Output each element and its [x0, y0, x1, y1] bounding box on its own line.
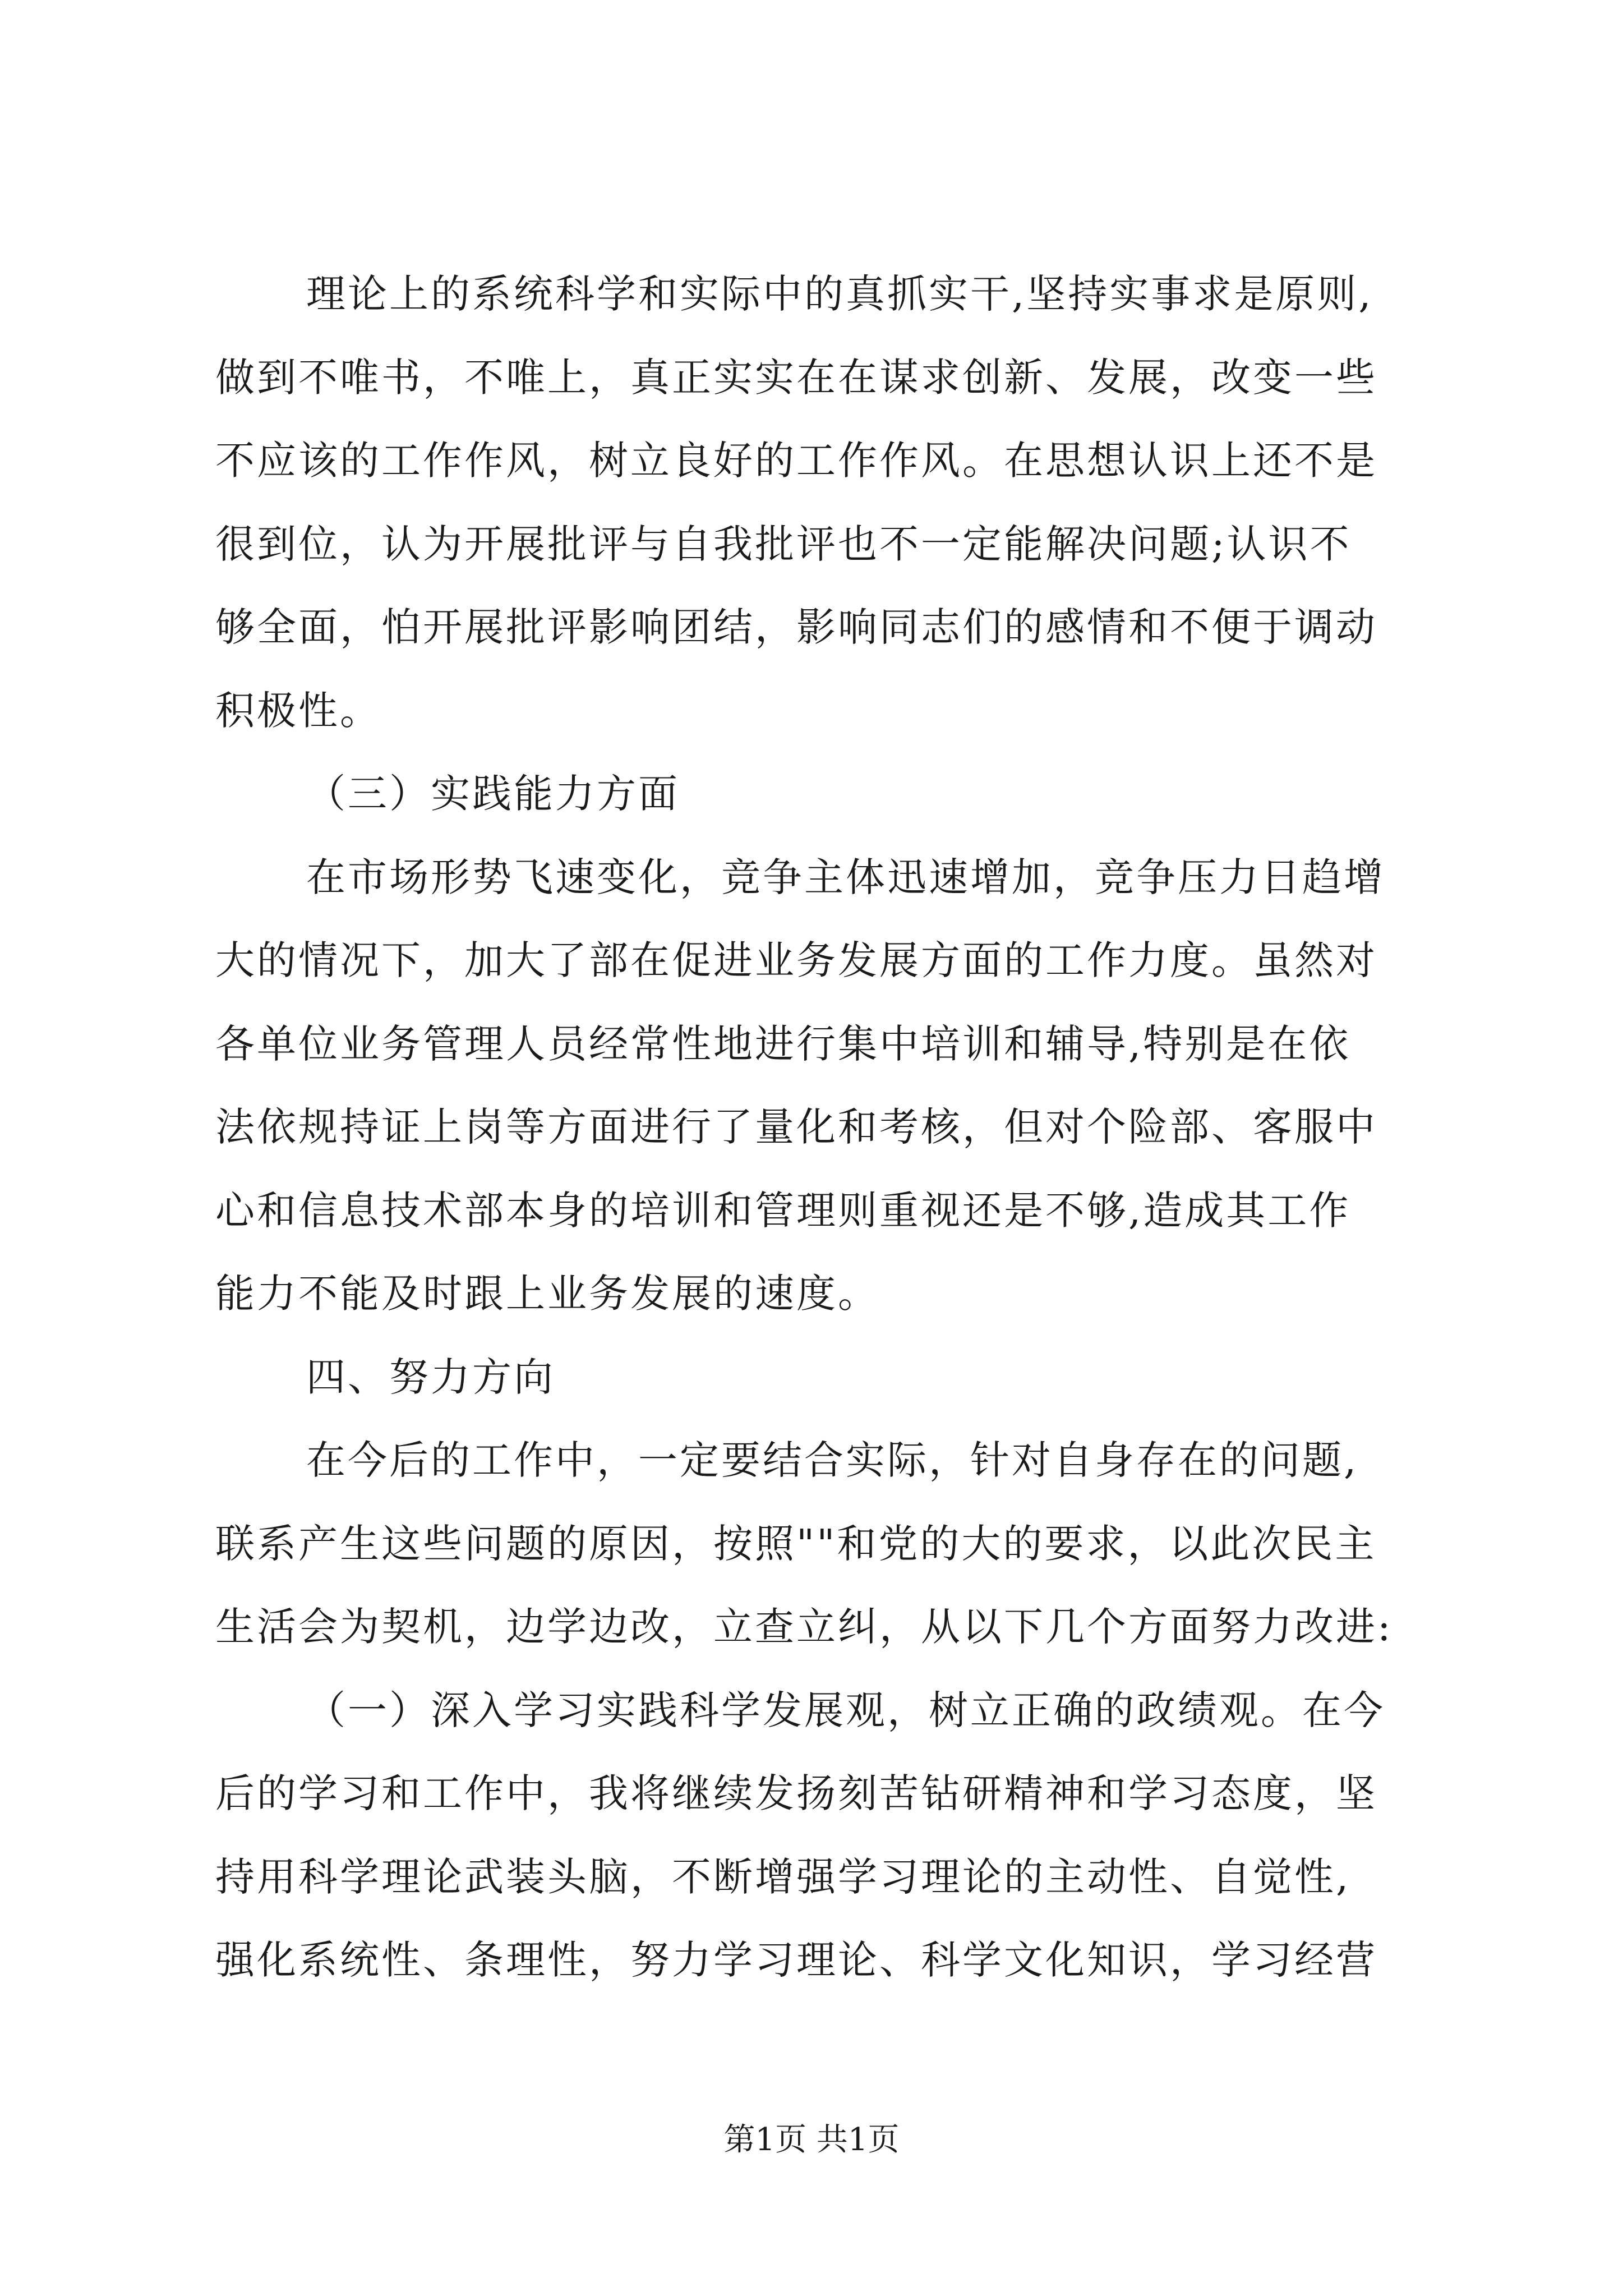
text-line: 积极性。 [215, 687, 381, 734]
text-line: 够全面，怕开展批评影响团结，影响同志们的感情和不便于调动 [215, 604, 1377, 650]
text-line: 心和信息技术部本身的培训和管理则重视还是不够,造成其工作 [215, 1187, 1351, 1234]
section-heading: （三）实践能力方面 [306, 771, 680, 817]
text-line: 生活会为契机，边学边改，立查立纠，从以下几个方面努力改进: [215, 1604, 1393, 1650]
text-line: 各单位业务管理人员经常性地进行集中培训和辅导,特别是在依 [215, 1020, 1351, 1067]
text-line: （一）深入学习实践科学发展观，树立正确的政绩观。在今 [306, 1687, 1385, 1733]
text-line: 强化系统性、条理性，努力学习理论、科学文化知识，学习经营 [215, 1937, 1377, 1983]
section-heading: 四、努力方向 [306, 1354, 555, 1400]
text-line: 后的学习和工作中，我将继续发扬刻苦钻研精神和学习态度，坚 [215, 1770, 1377, 1816]
page-footer: 第1页 共1页 [723, 2122, 900, 2158]
document-body [215, 252, 1472, 2002]
text-line: 法依规持证上岗等方面进行了量化和考核，但对个险部、客服中 [215, 1104, 1377, 1150]
text-line: 很到位，认为开展批评与自我批评也不一定能解决问题;认识不 [215, 521, 1352, 567]
text-line: 能力不能及时跟上业务发展的速度。 [215, 1271, 879, 1317]
text-line: 不应该的工作作风，树立良好的工作作风。在思想认识上还不是 [215, 438, 1377, 484]
text-line: 在市场形势飞速变化，竞争主体迅速增加，竞争压力日趋增 [306, 854, 1385, 900]
text-line: 理论上的系统科学和实际中的真抓实干,坚持实事求是原则, [306, 271, 1373, 317]
text-line: 联系产生这些问题的原因，按照""和党的大的要求，以此次民主 [215, 1520, 1377, 1567]
text-line: 持用科学理论武装头脑，不断增强学习理论的主动性、自觉性, [215, 1853, 1351, 1900]
text-line: 在今后的工作中，一定要结合实际，针对自身存在的问题, [306, 1437, 1359, 1483]
text-line: 大的情况下，加大了部在促进业务发展方面的工作力度。虽然对 [215, 937, 1377, 983]
text-line: 做到不唯书，不唯上，真正实实在在谋求创新、发展，改变一些 [215, 354, 1377, 401]
